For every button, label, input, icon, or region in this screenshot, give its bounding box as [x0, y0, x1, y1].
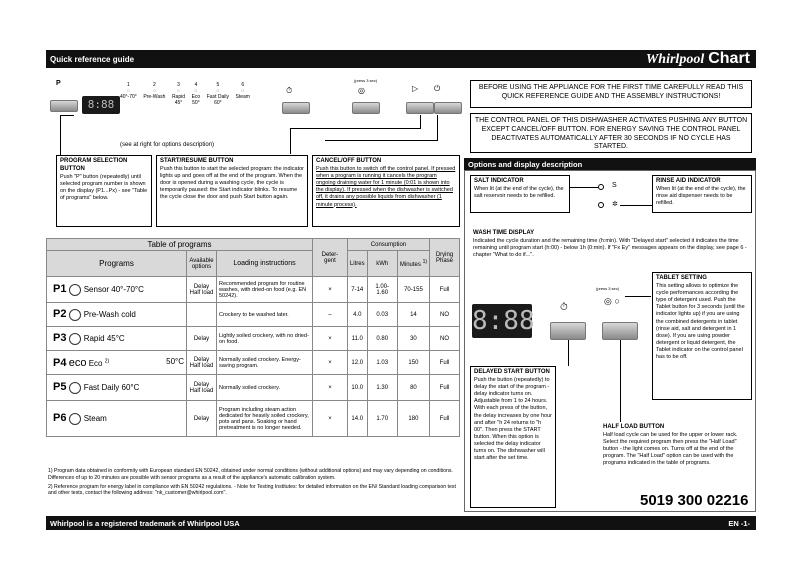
eco-icon: eco [68, 356, 87, 369]
col-available: Available options [187, 251, 217, 277]
col-drying: Drying Phase [430, 239, 460, 277]
see-note: (see at right for options description) [120, 142, 215, 148]
prog-icon-5: 5 ◌ Fast Daily 60° [206, 82, 229, 106]
col-loading: Loading instructions [217, 251, 313, 277]
wash-time-display-large: 8:88 [472, 306, 535, 336]
half-load-button-large[interactable] [602, 322, 638, 340]
program-icons [120, 82, 250, 106]
program-button[interactable] [50, 100, 78, 112]
program-cell: P4 eco Eco $^{2)}$ 50°C [47, 351, 187, 375]
program-cell: P1 Sensor 40°-70°C [47, 277, 187, 303]
fast-daily-icon [69, 382, 81, 394]
program-cell: P6 Steam [47, 401, 187, 437]
half-load-button[interactable] [352, 102, 380, 114]
press-label-large: (press 3 sec) [596, 286, 620, 291]
col-kwh: kWh [367, 251, 397, 277]
table-row: P3 Rapid 45°C Delay Lightly soiled crockery, with no dried-on food. × 11.0 0.80 30 NO [47, 327, 460, 351]
wash-time-display: 8:88 [82, 96, 120, 114]
col-consumption: Consumption [347, 239, 429, 251]
part-number: 5019 300 02216 [640, 492, 749, 509]
cancel-off-box: CANCEL/OFF BUTTON Push this button to switch off the control panel. If pressed when a program is running it cancels the program ongoing draining water for 1 minute (0:01 is shown into the display). If pressed when the dishwasher is switched off, it drains any possible liquids from dishwasher (1 minute process). [312, 155, 460, 227]
table-row: P6 Steam Delay Program including steam action dedicated for heavily soiled crockery, pots and pans. Soaking or hand pretreatment is no longer needed. × 14.0 1.70 180 Full [47, 401, 460, 437]
prog-icon-3: 3 ◌ Rapid 45° [171, 82, 186, 106]
col-minutes: Minutes $^{1)}$ [397, 251, 429, 277]
col-programs: Programs [47, 251, 187, 277]
program-cell: P3 Rapid 45°C [47, 327, 187, 351]
programs-table [46, 238, 460, 437]
rinse-aid-box: RINSE AID INDICATOR When lit (at the end of the cycle), the rinse aid dispenser needs to be refilled. [652, 175, 752, 213]
prog-icon-6: 6 ◌ Steam [235, 82, 250, 100]
tablet-icon: ◎ [358, 86, 365, 95]
delay-icon: ⏱ [286, 86, 293, 95]
wash-time-box: WASH TIME DISPLAY Indicated the cycle duration and the remaining time (h:min). With "Delayed start" selected it indicates the time remaining until program start (h:00) - below 1h (0:min). If "Fx Ey" messages appears on the display, see page 6 - chapter "What to do if...". [470, 228, 752, 268]
rinse-aid-icon: ✲ [612, 201, 618, 208]
p-label: P [56, 80, 61, 87]
page-number: EN -1- [728, 519, 750, 528]
power-icon: ⏻ [434, 84, 441, 93]
col-litres: Litres [347, 251, 367, 277]
salt-indicator-box: SALT INDICATOR When lit (at the end of the cycle), the salt reservoir needs to be refilled. [470, 175, 570, 213]
brand-logo: Whirlpool Chart [645, 50, 750, 67]
prewash-icon [69, 309, 81, 321]
half-load-box: HALF LOAD BUTTON Half load cycle can be used for the upper or lower rack. Select the required program then press the "Half Load" button - the light comes on. Turns off at the end of the program. The "Half Load" option can be used with the programs indicated in the table of programs. [600, 422, 752, 472]
trademark-text: Whirlpool is a registered trademark of Whirlpool USA [50, 519, 240, 528]
salt-led [598, 184, 604, 190]
table-row: P4 eco Eco $^{2)}$ 50°C Delay Half load Normally soiled crockery. Energy-saving program. × 12.0 1.03 150 Full [47, 351, 460, 375]
start-resume-box: START/RESUME BUTTON Push this button to start the selected program: the indicator lights up and goes off at the end of the program. When the door is opened during a washing cycle, the cycle is temporarily paused: the Start indicator blinks. To resume the cycle close the door and push Start button again. [156, 155, 308, 227]
page-title: Quick reference guide [50, 55, 135, 64]
delayed-start-box: DELAYED START BUTTON Push the button (repeatedly) to delay the start of the program - delay indicator turns on. Adjustable from 1 to 24 hours. With each press of the button, the delay increases by one hour and after "h 24 returns to "h 00". Then press the START button. When this option is selected the delay indicator turns on. The dishwasher will start after the set time. [470, 366, 556, 508]
table-row: P2 Pre-Wash cold Crockery to be washed later. – 4.0 0.03 14 NO [47, 303, 460, 327]
program-cell: P2 Pre-Wash cold [47, 303, 187, 327]
steam-icon [69, 413, 81, 425]
rapid-icon [69, 333, 81, 345]
col-detergent: Deter- gent [313, 239, 348, 277]
first-use-notice: BEFORE USING THE APPLIANCE FOR THE FIRST TIME CAREFULLY READ THIS QUICK REFERENCE GUIDE AND THE ASSEMBLY INSTRUCTIONS! [470, 80, 752, 108]
table-row: P5 Fast Daily 60°C Delay Half load Normally soiled crockery. × 10.0 1.30 80 Full [47, 375, 460, 401]
delay-icon-large: ⏱ [560, 302, 568, 313]
prog-icon-1: 1 ◌ 40°-70° [120, 82, 137, 100]
salt-icon: S [612, 182, 617, 189]
control-panel-notice: THE CONTROL PANEL OF THIS DISHWASHER ACTIVATES PUSHING ANY BUTTON EXCEPT CANCEL/OFF BUTTON. FOR ENERGY SAVING THE CONTROL PANEL DEACTIVATES AUTOMATICALLY AFTER 30 SECONDS IF NO CYCLE HAS STARTED. [470, 113, 752, 153]
program-cell: P5 Fast Daily 60°C [47, 375, 187, 401]
prog-icon-4: 4 ◌ Eco 50° [191, 82, 201, 106]
delay-button[interactable] [282, 102, 310, 114]
cancel-button[interactable] [434, 102, 462, 114]
program-selection-box: PROGRAM SELECTION BUTTON Push "P" button (repeatedly) until selected program number is shown on the display (P1...Px) - see "Table of programs" below. [56, 155, 152, 227]
tablet-setting-box: TABLET SETTING This setting allows to optimize the cycle performances according the type of detergent used. Push the Tablet button for 3 seconds (until the indicator lights up) if you are using the combined detergents in tablet (rinse aid, salt and detergent in 1 dose). If you are using powder detergent or liquid detergent, the Tablet indicator on the control panel has to be off. [652, 272, 752, 400]
control-panel [46, 72, 470, 122]
footnotes [48, 468, 460, 497]
table-row: P1 Sensor 40°-70°C Delay Half load Recommended program for routine washes, with dried-on food (e.g. EN 50242). × 7-14 1.00-1.60 70-155 Full [47, 277, 460, 303]
table-title: Table of programs [47, 239, 313, 251]
options-title-bar: Options and display description [464, 158, 756, 170]
press-label: (press 3 sec) [354, 78, 378, 83]
delay-button-large[interactable] [550, 322, 586, 340]
start-icon: ▷ [412, 84, 419, 93]
start-button[interactable] [406, 102, 434, 114]
sensor-icon [69, 284, 81, 296]
footnote-2: 2) Reference program for energy label in compliance with EN 50242 regulations. - Note for Testing Institutes: for detailed information on the EN/ Standard loading comparison test and other tests, contact the following address: "nk_customer@whirlpool.com". [48, 483, 456, 497]
tablet-icon-large: ◎ ○ [604, 296, 620, 306]
rinse-led [598, 202, 604, 208]
header-bar [46, 50, 756, 68]
footer-bar [46, 516, 756, 530]
footnote-1: 1) Program data obtained in conformity with European standard EN 50242, obtained under normal conditions (without additional options) and may vary depending on conditions. Differences of up to 20 minutes are possible with sensor programs as a result of the appliance's automatic calibration system. [48, 468, 453, 481]
prog-icon-2: 2 ◌ Pre-Wash [143, 82, 166, 100]
